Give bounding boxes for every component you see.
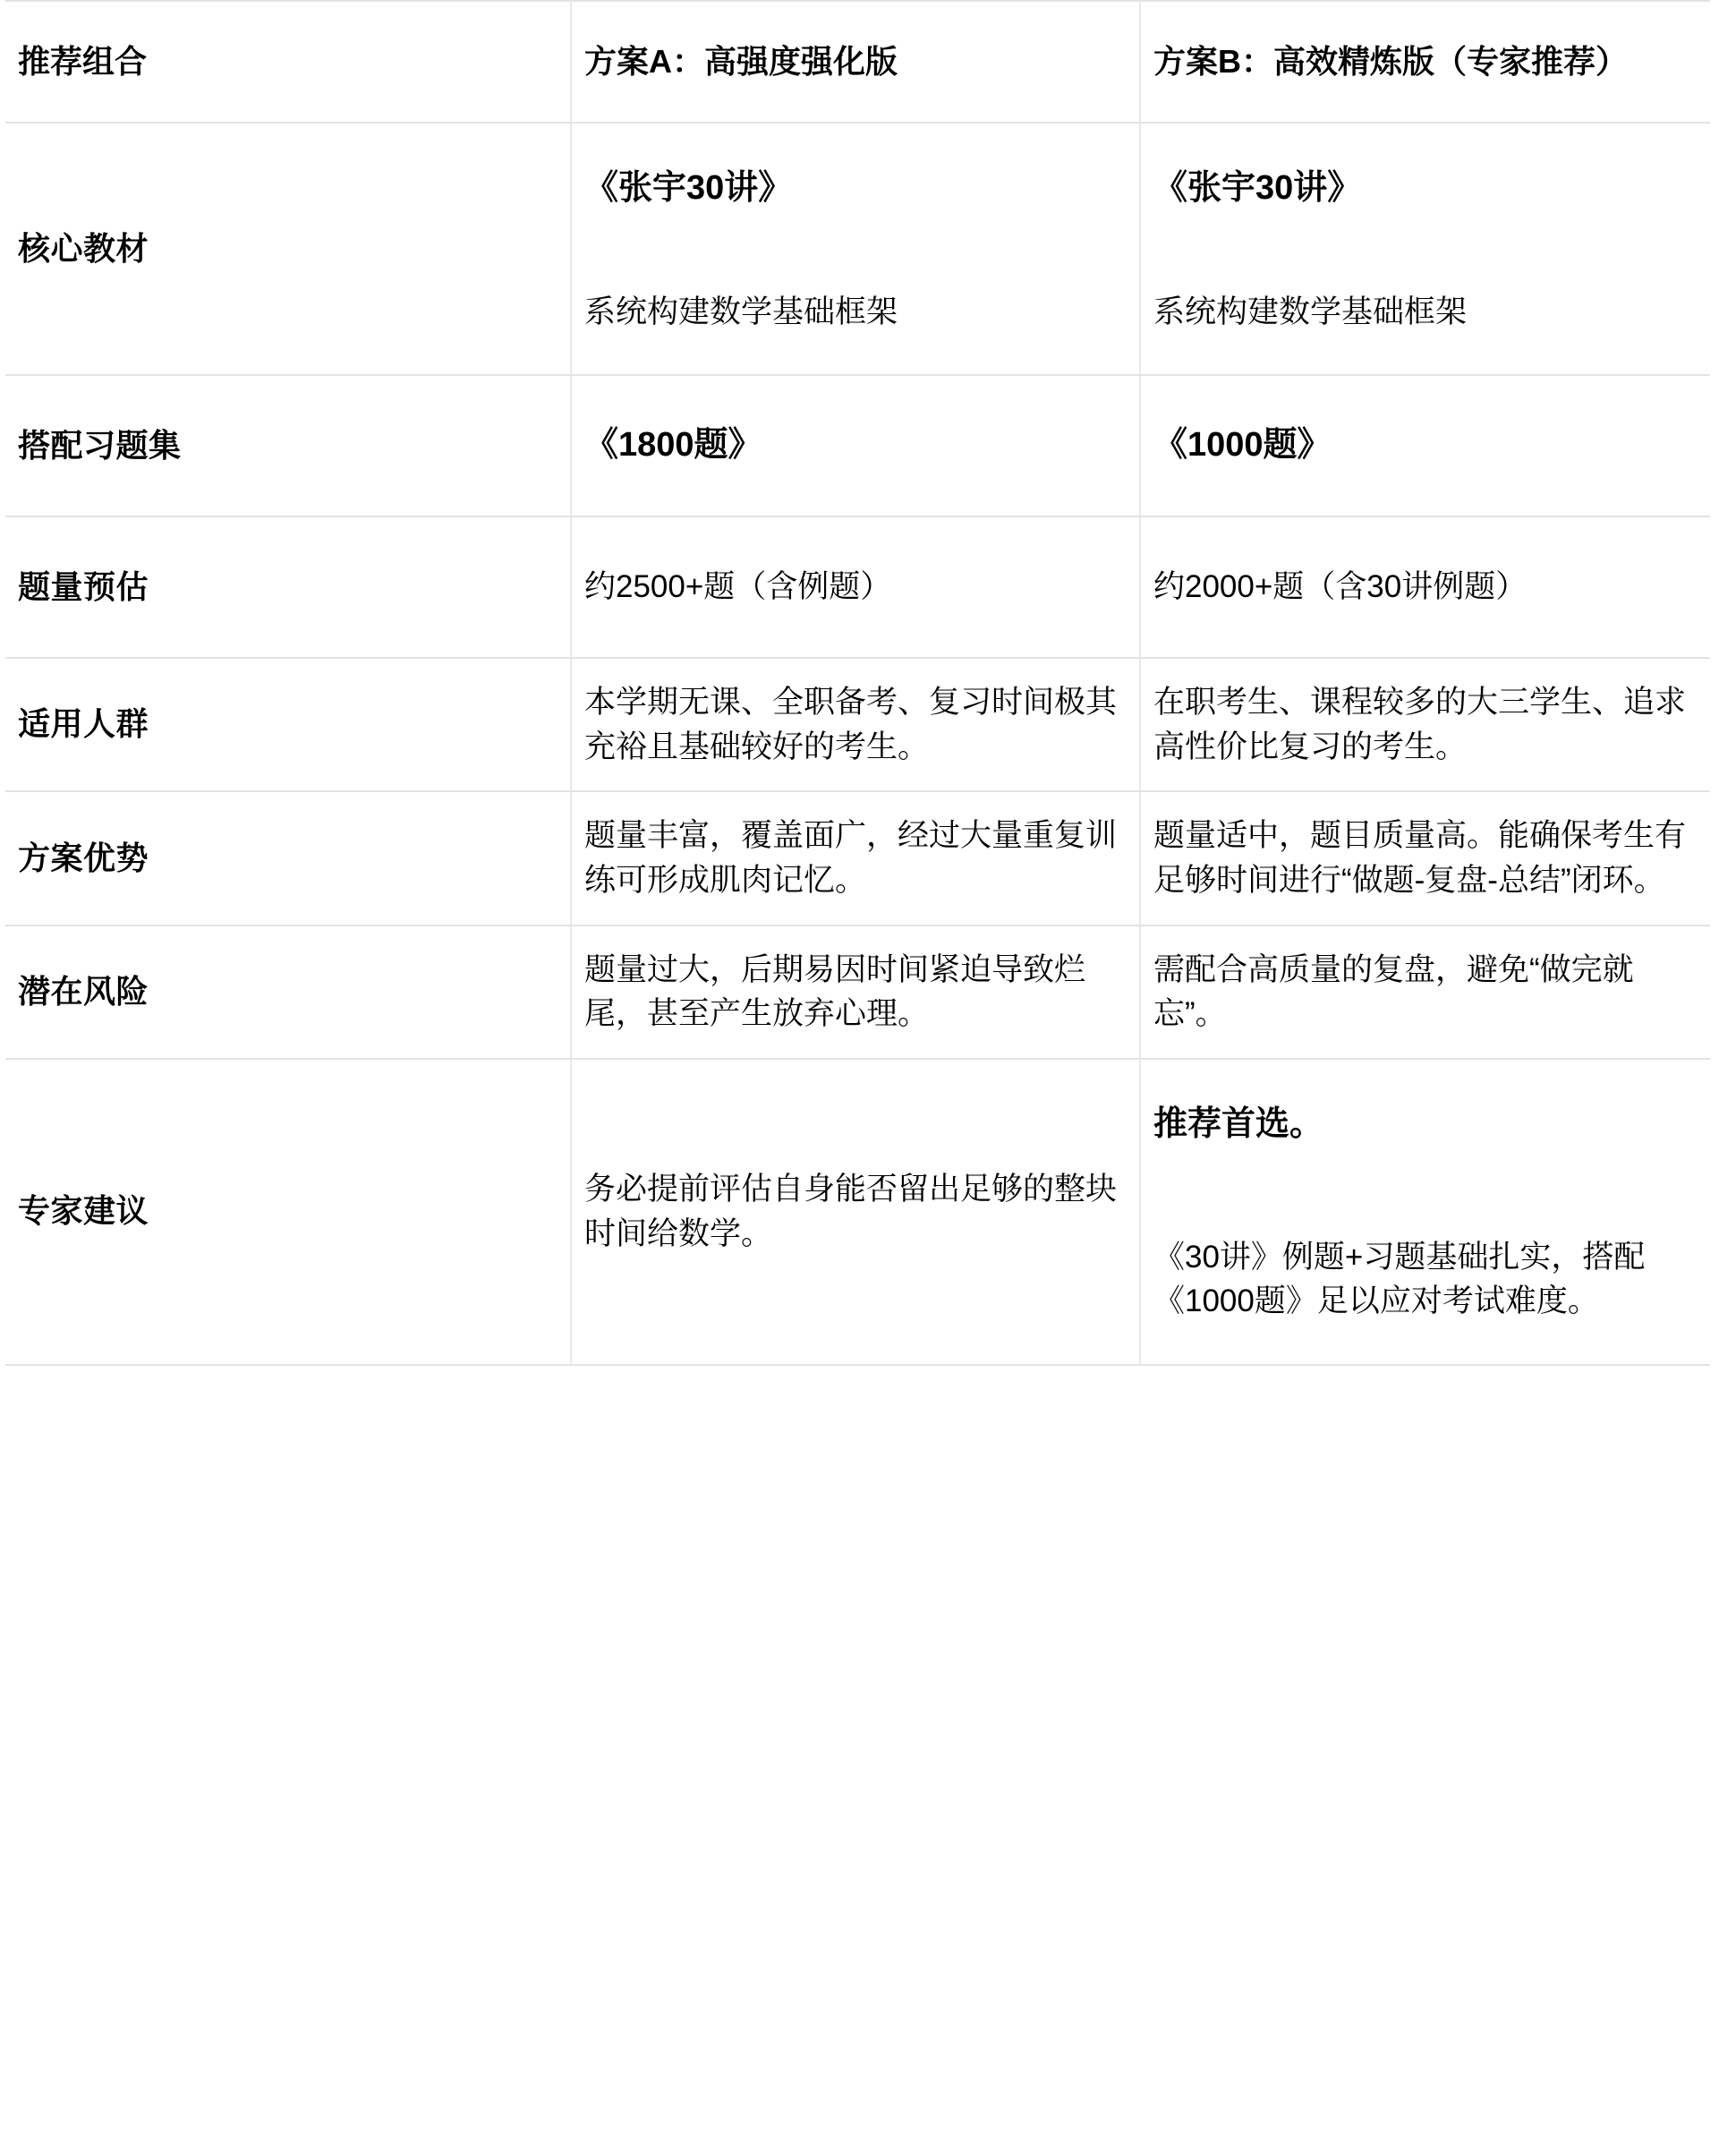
cell-plan-a-core-textbook: 《张宇30讲》 系统构建数学基础框架 [571, 123, 1140, 375]
header-cell-label: 推荐组合 [5, 1, 571, 123]
cell-spacer [584, 1257, 1119, 1343]
cell-spacer [584, 213, 1119, 290]
table-row [5, 1059, 1710, 1364]
row-label-question-count: 题量预估 [5, 516, 571, 658]
cell-plan-a-expert-advice: 务必提前评估自身能否留出足够的整块时间给数学。 [571, 1059, 1140, 1364]
table-row [5, 658, 1710, 791]
table-row [5, 791, 1710, 925]
row-label-target-audience: 适用人群 [5, 658, 571, 791]
header-cell-plan-b: 方案B：高效精炼版（专家推荐） [1140, 1, 1710, 123]
table-row [5, 516, 1710, 658]
cell-plan-b-question-count: 约2000+题（含30讲例题） [1140, 516, 1710, 658]
cell-plan-b-risks: 需配合高质量的复盘，避免“做完就忘”。 [1140, 925, 1710, 1059]
cell-plan-a-risks: 题量过大，后期易因时间紧迫导致烂尾，甚至产生放弃心理。 [571, 925, 1140, 1059]
table-header-row [5, 1, 1710, 123]
header-cell-plan-a: 方案A：高强度强化版 [571, 1, 1140, 123]
cell-plan-a-question-count: 约2500+题（含例题） [571, 516, 1140, 658]
cell-plan-b-expert-advice: 推荐首选。 《30讲》例题+习题基础扎实，搭配《1000题》足以应对考试难度。 [1140, 1059, 1710, 1364]
row-label-exercise-book: 搭配习题集 [5, 375, 571, 516]
cell-spacer [1153, 1149, 1690, 1235]
cell-plan-a-target-audience: 本学期无课、全职备考、复习时间极其充裕且基础较好的考生。 [571, 658, 1140, 791]
cell-plan-b-core-textbook: 《张宇30讲》 系统构建数学基础框架 [1140, 123, 1710, 375]
table-row [5, 925, 1710, 1059]
cell-plan-b-target-audience: 在职考生、课程较多的大三学生、追求高性价比复习的考生。 [1140, 658, 1710, 791]
cell-plan-a-exercise-book: 《1800题》 [571, 375, 1140, 516]
comparison-table [5, 0, 1710, 1366]
row-label-core-textbook: 核心教材 [5, 123, 571, 375]
cell-spacer [1153, 213, 1690, 290]
table-row [5, 123, 1710, 375]
cell-plan-b-advantages: 题量适中，题目质量高。能确保考生有足够时间进行“做题-复盘-总结”闭环。 [1140, 791, 1710, 925]
cell-spacer [584, 1081, 1119, 1167]
row-label-expert-advice: 专家建议 [5, 1059, 571, 1364]
cell-plan-b-exercise-book: 《1000题》 [1140, 375, 1710, 516]
table-row [5, 375, 1710, 516]
row-label-advantages: 方案优势 [5, 791, 571, 925]
row-label-risks: 潜在风险 [5, 925, 571, 1059]
cell-plan-a-advantages: 题量丰富，覆盖面广，经过大量重复训练可形成肌肉记忆。 [571, 791, 1140, 925]
